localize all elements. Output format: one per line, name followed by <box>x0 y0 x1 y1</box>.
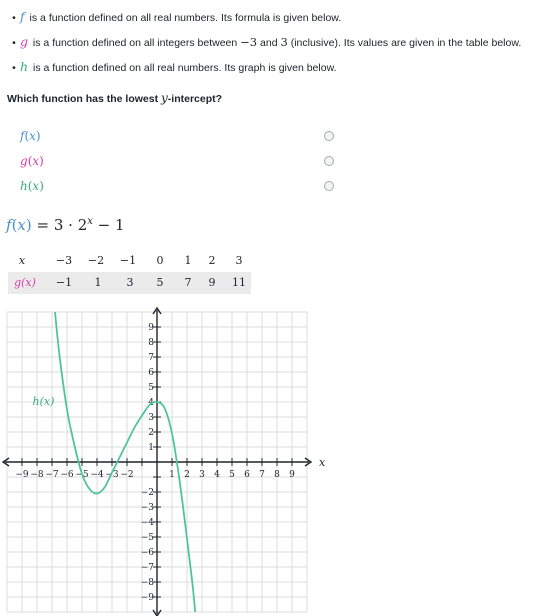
bullet-f-text: is a function defined on all real numbers. Its formula is given below. <box>26 12 342 24</box>
y-tick-label: 8 <box>148 338 154 348</box>
table-cell-x: −3 <box>55 254 73 267</box>
x-tick-label: −2 <box>120 470 134 480</box>
x-tick-label: 7 <box>259 470 265 480</box>
radio-button[interactable] <box>324 131 334 141</box>
x-tick-label: 2 <box>184 470 190 480</box>
graph-ticks <box>15 323 295 603</box>
x-tick-label: 6 <box>244 470 250 480</box>
formula-lhs-fn: f <box>6 216 12 234</box>
choice-fn: f <box>20 129 25 143</box>
table-row-g <box>8 272 251 294</box>
choice-arg: x <box>29 129 36 143</box>
y-tick-label: −4 <box>140 518 154 528</box>
x-tick-label: 8 <box>274 470 280 480</box>
y-tick-label: 6 <box>148 368 154 378</box>
y-tick-label: −5 <box>140 533 154 543</box>
y-tick-label: 1 <box>148 443 154 453</box>
table-row-x <box>8 250 251 272</box>
choice-f[interactable] <box>0 127 534 147</box>
bullet-f <box>8 10 341 25</box>
table-cell-x: −1 <box>119 254 137 267</box>
h-graph <box>0 306 534 616</box>
x-tick-label: −5 <box>75 470 89 480</box>
y-tick-label: 5 <box>148 383 154 393</box>
g-values-table <box>8 250 251 294</box>
table-cell-x: 2 <box>208 254 216 267</box>
question-text-after: -intercept? <box>167 93 223 105</box>
table-cell-x: −2 <box>87 254 105 267</box>
y-tick-label: 4 <box>148 398 154 408</box>
table-header-x: x <box>18 254 26 267</box>
bullet-dot: • <box>12 37 16 49</box>
bullet-g <box>8 35 521 50</box>
x-tick-label: 1 <box>169 470 175 480</box>
table-cell-g: 1 <box>94 276 102 289</box>
y-tick-label: −2 <box>140 488 154 498</box>
symbol-h: h <box>20 59 29 74</box>
bullet-h-text: is a function defined on all real numbers. Its graph is given below. <box>30 62 337 74</box>
y-tick-label: −3 <box>140 503 154 513</box>
bullet-dot: • <box>12 12 16 24</box>
choice-g-label: g(x) <box>20 154 44 168</box>
bullet-g-text-after: (inclusive). Its values are given in the table below. <box>287 37 522 49</box>
choice-fn: h <box>20 179 28 193</box>
question-text-before: Which function has the lowest <box>7 93 162 105</box>
y-tick-label: −6 <box>140 548 154 558</box>
choice-h[interactable] <box>0 177 534 197</box>
x-tick-label: −6 <box>60 470 74 480</box>
table-cell-g: −1 <box>55 276 73 289</box>
choice-arg: x <box>32 179 40 193</box>
y-tick-label: −9 <box>140 593 154 603</box>
bullet-g-text-mid: and <box>257 37 281 49</box>
question-prompt <box>7 91 222 105</box>
table-cell-g: 11 <box>232 276 246 289</box>
table-cell-g: 7 <box>184 276 192 289</box>
y-tick-label: 9 <box>148 323 154 333</box>
x-tick-label: −4 <box>90 470 104 480</box>
x-axis-label: x <box>319 456 326 469</box>
table-cell-x: 3 <box>235 254 243 267</box>
x-tick-label: −9 <box>15 470 29 480</box>
x-tick-label: −8 <box>30 470 44 480</box>
y-tick-label: −7 <box>140 563 154 573</box>
table-cell-x: 1 <box>184 254 192 267</box>
choice-g[interactable] <box>0 152 534 172</box>
formula-lhs-arg: x <box>17 216 26 234</box>
formula-coef: 3 <box>53 216 64 234</box>
x-tick-label: 3 <box>199 470 205 480</box>
table-cell-g: 5 <box>156 276 164 289</box>
table-header-g: g(x) <box>14 276 36 289</box>
choice-f-label: f(x) <box>20 129 41 143</box>
table-cell-x: 0 <box>156 254 164 267</box>
formula-base: 2 <box>77 216 88 234</box>
question-var: y <box>161 91 168 105</box>
x-tick-label: −3 <box>105 470 119 480</box>
bullet-g-text-before: is a function defined on all integers between <box>30 37 241 49</box>
table-cell-g: 9 <box>208 276 216 289</box>
symbol-g: g <box>20 34 29 49</box>
choice-arg: x <box>32 154 40 168</box>
y-tick-label: 3 <box>148 413 154 423</box>
radio-button[interactable] <box>324 181 334 191</box>
symbol-f: f <box>20 9 25 24</box>
curve-label: h(x) <box>32 395 55 408</box>
y-tick-label: 7 <box>148 353 154 363</box>
choice-h-label: h(x) <box>20 179 44 193</box>
bullet-g-num2: 3 <box>280 35 288 49</box>
choice-fn: g <box>20 154 28 168</box>
radio-button[interactable] <box>324 156 334 166</box>
y-tick-label: −8 <box>140 578 154 588</box>
table-cell-g: 3 <box>126 276 134 289</box>
formula-constant: 1 <box>115 216 125 234</box>
x-tick-label: −7 <box>45 470 59 480</box>
x-tick-label: 4 <box>214 470 220 480</box>
x-tick-label: 9 <box>289 470 295 480</box>
bullet-h <box>8 60 337 75</box>
bullet-dot: • <box>12 62 16 74</box>
x-tick-label: 5 <box>229 470 235 480</box>
bullet-g-num1: −3 <box>240 35 258 49</box>
graph-axes <box>3 308 311 616</box>
formula-f: $f(x) = 3 \cdot 2^x - 1$ <box>6 216 125 234</box>
formula-exp: x <box>87 216 93 227</box>
y-tick-label: 2 <box>148 428 154 438</box>
